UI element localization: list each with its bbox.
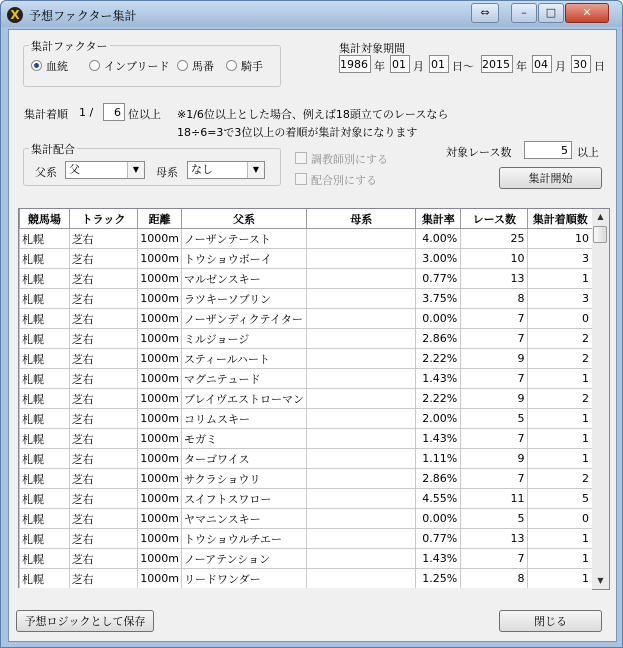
- table-cell: 1000m: [138, 229, 182, 249]
- table-row[interactable]: [20, 269, 593, 289]
- table-cell: 芝右: [69, 329, 138, 349]
- radio-dot-icon: [31, 60, 42, 71]
- year-unit-label: 年: [516, 60, 527, 73]
- table-cell: 9: [461, 349, 528, 369]
- table-cell: マグニテュード: [182, 369, 307, 389]
- table-cell: [307, 489, 416, 509]
- table-cell: ヤマニンスキー: [182, 509, 307, 529]
- table-cell: 芝右: [69, 449, 138, 469]
- table-cell: 札幌: [20, 549, 70, 569]
- from-day-field[interactable]: 01: [429, 55, 449, 73]
- table-cell: 芝右: [69, 289, 138, 309]
- table-cell: 1: [528, 549, 593, 569]
- table-cell: [307, 389, 416, 409]
- table-cell: [307, 369, 416, 389]
- table-cell: 1000m: [138, 289, 182, 309]
- close-button[interactable]: 閉じる: [499, 610, 602, 632]
- trainer-checkbox[interactable]: [295, 151, 388, 167]
- table-cell: 芝右: [69, 249, 138, 269]
- table-cell: 1: [528, 269, 593, 289]
- table-cell: 1: [528, 369, 593, 389]
- table-cell: 1000m: [138, 429, 182, 449]
- table-cell: 1.11%: [416, 449, 461, 469]
- radio-inbreed[interactable]: [89, 58, 170, 74]
- rank-label: 集計着順: [24, 108, 68, 121]
- table-cell: トウショウボーイ: [182, 249, 307, 269]
- table-cell: 芝右: [69, 349, 138, 369]
- day-range-label: 日～: [452, 60, 474, 73]
- scroll-up-icon[interactable]: ▲: [597, 212, 604, 221]
- table-cell: [307, 329, 416, 349]
- table-cell: コリムスキー: [182, 409, 307, 429]
- radio-jockey[interactable]: [226, 58, 263, 74]
- table-cell: 10: [461, 249, 528, 269]
- table-row[interactable]: [20, 529, 593, 549]
- table-cell: 芝右: [69, 389, 138, 409]
- chevron-down-icon: ▼: [127, 162, 144, 178]
- table-cell: 10: [528, 229, 593, 249]
- table-row[interactable]: [20, 389, 593, 409]
- table-cell: 7: [461, 369, 528, 389]
- checkbox-icon: [295, 152, 307, 164]
- sire-line-select[interactable]: [65, 161, 145, 179]
- table-row[interactable]: [20, 429, 593, 449]
- table-cell: 芝右: [69, 269, 138, 289]
- rank-note-line1: ※1/6位以上とした場合、例えば18頭立てのレースなら: [177, 108, 449, 121]
- table-cell: 1000m: [138, 369, 182, 389]
- table-cell: ラツキーソブリン: [182, 289, 307, 309]
- checkbox-icon: [295, 173, 307, 185]
- factor-group-legend: 集計ファクター: [31, 40, 108, 53]
- to-year-field[interactable]: 2015: [481, 55, 513, 73]
- table-cell: 1000m: [138, 329, 182, 349]
- table-row[interactable]: [20, 329, 593, 349]
- dialog-body: [8, 29, 617, 642]
- chevron-down-icon: ▼: [247, 162, 264, 178]
- window-title: 予想ファクター集計: [29, 9, 137, 23]
- table-cell: 2.22%: [416, 349, 461, 369]
- table-cell: 2: [528, 389, 593, 409]
- results-table: [19, 209, 593, 589]
- radio-label: インブリード: [104, 60, 170, 73]
- from-month-field[interactable]: 01: [390, 55, 410, 73]
- results-table-container[interactable]: [18, 208, 594, 590]
- table-cell: 7: [461, 549, 528, 569]
- table-cell: 札幌: [20, 289, 70, 309]
- table-cell: 1: [528, 449, 593, 469]
- table-cell: 札幌: [20, 309, 70, 329]
- table-cell: 芝右: [69, 309, 138, 329]
- radio-dot-icon: [226, 60, 237, 71]
- table-cell: [307, 249, 416, 269]
- to-month-field[interactable]: 04: [532, 55, 552, 73]
- start-aggregation-button[interactable]: 集計開始: [499, 167, 602, 189]
- table-cell: 1000m: [138, 409, 182, 429]
- table-cell: 芝右: [69, 429, 138, 449]
- radio-label: 馬番: [192, 60, 214, 73]
- table-cell: 札幌: [20, 409, 70, 429]
- column-header[interactable]: 母系: [307, 209, 416, 229]
- table-cell: [307, 349, 416, 369]
- table-cell: [307, 509, 416, 529]
- radio-horse-number[interactable]: [177, 58, 214, 74]
- table-cell: 2: [528, 469, 593, 489]
- table-cell: 芝右: [69, 229, 138, 249]
- dam-line-value: なし: [191, 163, 213, 176]
- rank-divisor-field[interactable]: 6: [103, 103, 125, 121]
- table-cell: ノーザンディクテイター: [182, 309, 307, 329]
- table-cell: 札幌: [20, 489, 70, 509]
- radio-pedigree[interactable]: [31, 58, 68, 74]
- swap-window-button[interactable]: ⇔: [471, 3, 499, 23]
- minimize-button[interactable]: –: [511, 3, 537, 23]
- column-header[interactable]: トラック: [69, 209, 138, 229]
- table-cell: スティールハート: [182, 349, 307, 369]
- rank-suffix: 位以上: [128, 108, 161, 121]
- table-cell: 0.77%: [416, 269, 461, 289]
- table-cell: 7: [461, 429, 528, 449]
- column-header[interactable]: 集計率: [416, 209, 461, 229]
- table-cell: 芝右: [69, 529, 138, 549]
- checkbox-label: 調教師別にする: [311, 153, 388, 166]
- table-cell: 3.00%: [416, 249, 461, 269]
- table-cell: 1000m: [138, 269, 182, 289]
- table-cell: 2.22%: [416, 389, 461, 409]
- sire-line-value: 父: [69, 163, 80, 176]
- table-cell: 5: [461, 509, 528, 529]
- table-cell: [307, 309, 416, 329]
- maximize-button[interactable]: □: [538, 3, 564, 23]
- radio-label: 騎手: [241, 60, 263, 73]
- table-header-row: [20, 209, 593, 229]
- table-cell: 1000m: [138, 309, 182, 329]
- table-cell: 1000m: [138, 389, 182, 409]
- column-header[interactable]: 集計着順数: [528, 209, 593, 229]
- table-cell: 9: [461, 389, 528, 409]
- table-cell: モガミ: [182, 429, 307, 449]
- title-bar[interactable]: [1, 1, 622, 27]
- scroll-thumb[interactable]: [593, 226, 607, 243]
- table-cell: [307, 569, 416, 589]
- table-cell: ターゴワイス: [182, 449, 307, 469]
- checkbox-label: 配合別にする: [311, 174, 377, 187]
- table-cell: 1000m: [138, 529, 182, 549]
- table-cell: [307, 409, 416, 429]
- table-cell: 0.77%: [416, 529, 461, 549]
- vertical-scrollbar[interactable]: [592, 208, 610, 590]
- table-cell: 芝右: [69, 409, 138, 429]
- table-cell: 2.00%: [416, 409, 461, 429]
- table-row[interactable]: [20, 569, 593, 589]
- table-cell: 1000m: [138, 449, 182, 469]
- table-cell: 3: [528, 289, 593, 309]
- table-cell: 札幌: [20, 529, 70, 549]
- table-cell: 4.00%: [416, 229, 461, 249]
- scroll-down-icon[interactable]: ▼: [597, 576, 604, 585]
- table-cell: [307, 529, 416, 549]
- table-cell: 4.55%: [416, 489, 461, 509]
- table-cell: 3.75%: [416, 289, 461, 309]
- dam-line-select[interactable]: [187, 161, 265, 179]
- pedigree-group-legend: 集計配合: [31, 143, 75, 156]
- table-cell: ミルジョージ: [182, 329, 307, 349]
- rank-note-line2: 18÷6=3で3位以上の着順が集計対象になります: [177, 126, 418, 139]
- table-cell: 札幌: [20, 369, 70, 389]
- table-cell: 札幌: [20, 469, 70, 489]
- table-cell: ノーザンテースト: [182, 229, 307, 249]
- table-cell: 13: [461, 529, 528, 549]
- close-window-button[interactable]: ✕: [565, 3, 609, 23]
- table-cell: 札幌: [20, 329, 70, 349]
- month-unit-label: 月: [413, 60, 424, 73]
- table-cell: 1000m: [138, 489, 182, 509]
- table-cell: 芝右: [69, 569, 138, 589]
- rank-prefix: 1 /: [79, 106, 94, 119]
- table-cell: マルゼンスキー: [182, 269, 307, 289]
- table-cell: 7: [461, 309, 528, 329]
- table-cell: 2.86%: [416, 329, 461, 349]
- table-cell: トウショウルチエー: [182, 529, 307, 549]
- table-cell: 1000m: [138, 569, 182, 589]
- table-row[interactable]: [20, 289, 593, 309]
- table-cell: 1: [528, 409, 593, 429]
- period-label: 集計対象期間: [339, 42, 405, 55]
- table-cell: [307, 469, 416, 489]
- table-cell: 13: [461, 269, 528, 289]
- table-cell: 1000m: [138, 549, 182, 569]
- table-cell: 5: [461, 409, 528, 429]
- table-cell: ノーアテンション: [182, 549, 307, 569]
- table-row[interactable]: [20, 409, 593, 429]
- table-cell: 芝右: [69, 549, 138, 569]
- table-cell: 1.43%: [416, 429, 461, 449]
- table-cell: 1000m: [138, 249, 182, 269]
- table-cell: 8: [461, 569, 528, 589]
- table-row[interactable]: [20, 469, 593, 489]
- table-cell: [307, 429, 416, 449]
- table-row[interactable]: [20, 369, 593, 389]
- table-cell: 1: [528, 529, 593, 549]
- table-cell: 札幌: [20, 429, 70, 449]
- table-cell: 芝右: [69, 469, 138, 489]
- table-cell: 1.43%: [416, 369, 461, 389]
- table-cell: [307, 549, 416, 569]
- table-cell: 2.86%: [416, 469, 461, 489]
- table-row[interactable]: [20, 449, 593, 469]
- sire-line-label: 父系: [35, 166, 57, 179]
- table-cell: 札幌: [20, 569, 70, 589]
- to-day-field[interactable]: 30: [571, 55, 591, 73]
- table-cell: 札幌: [20, 389, 70, 409]
- radio-dot-icon: [89, 60, 100, 71]
- table-row[interactable]: [20, 509, 593, 529]
- column-header[interactable]: 競馬場: [20, 209, 70, 229]
- race-count-label: 対象レース数: [446, 146, 512, 159]
- table-cell: 8: [461, 289, 528, 309]
- table-row[interactable]: [20, 309, 593, 329]
- table-cell: 1: [528, 429, 593, 449]
- radio-dot-icon: [177, 60, 188, 71]
- table-cell: リードワンダー: [182, 569, 307, 589]
- table-row[interactable]: [20, 249, 593, 269]
- table-cell: 芝右: [69, 369, 138, 389]
- table-cell: 0: [528, 509, 593, 529]
- table-cell: 芝右: [69, 489, 138, 509]
- table-cell: 5: [528, 489, 593, 509]
- table-bottom-gap: [18, 588, 592, 598]
- table-cell: スイフトスワロー: [182, 489, 307, 509]
- table-cell: 1000m: [138, 509, 182, 529]
- table-cell: 1000m: [138, 469, 182, 489]
- table-cell: 札幌: [20, 449, 70, 469]
- table-cell: 2: [528, 349, 593, 369]
- radio-label: 血統: [46, 60, 68, 73]
- table-cell: [307, 289, 416, 309]
- table-cell: 3: [528, 249, 593, 269]
- table-cell: [307, 269, 416, 289]
- table-cell: 札幌: [20, 349, 70, 369]
- table-cell: 7: [461, 469, 528, 489]
- year-unit-label: 年: [374, 60, 385, 73]
- table-cell: 9: [461, 449, 528, 469]
- table-cell: 札幌: [20, 509, 70, 529]
- table-cell: 1: [528, 569, 593, 589]
- table-row[interactable]: [20, 489, 593, 509]
- day-unit-label: 日: [594, 60, 605, 73]
- table-row[interactable]: [20, 229, 593, 249]
- table-cell: 2: [528, 329, 593, 349]
- table-cell: 1000m: [138, 349, 182, 369]
- from-year-field[interactable]: 1986: [339, 55, 371, 73]
- column-header[interactable]: レース数: [461, 209, 528, 229]
- table-cell: サクラショウリ: [182, 469, 307, 489]
- table-cell: 0.00%: [416, 509, 461, 529]
- table-cell: 札幌: [20, 229, 70, 249]
- table-row[interactable]: [20, 549, 593, 569]
- dam-line-label: 母系: [156, 166, 178, 179]
- table-cell: 1.25%: [416, 569, 461, 589]
- table-cell: 0: [528, 309, 593, 329]
- table-cell: 0.00%: [416, 309, 461, 329]
- table-cell: 1.43%: [416, 549, 461, 569]
- race-count-field[interactable]: 5: [524, 141, 572, 159]
- mating-checkbox[interactable]: [295, 172, 377, 188]
- race-count-suffix: 以上: [577, 146, 599, 159]
- table-cell: 札幌: [20, 249, 70, 269]
- column-header[interactable]: 父系: [182, 209, 307, 229]
- save-as-logic-button[interactable]: 予想ロジックとして保存: [16, 610, 154, 632]
- table-cell: ブレイヴエストローマン: [182, 389, 307, 409]
- table-cell: 7: [461, 329, 528, 349]
- table-cell: 11: [461, 489, 528, 509]
- table-cell: 芝右: [69, 509, 138, 529]
- month-unit-label: 月: [555, 60, 566, 73]
- app-logo-icon: X: [7, 7, 23, 23]
- table-cell: [307, 229, 416, 249]
- table-cell: 札幌: [20, 269, 70, 289]
- table-cell: 25: [461, 229, 528, 249]
- table-cell: [307, 449, 416, 469]
- table-row[interactable]: [20, 349, 593, 369]
- column-header[interactable]: 距離: [138, 209, 182, 229]
